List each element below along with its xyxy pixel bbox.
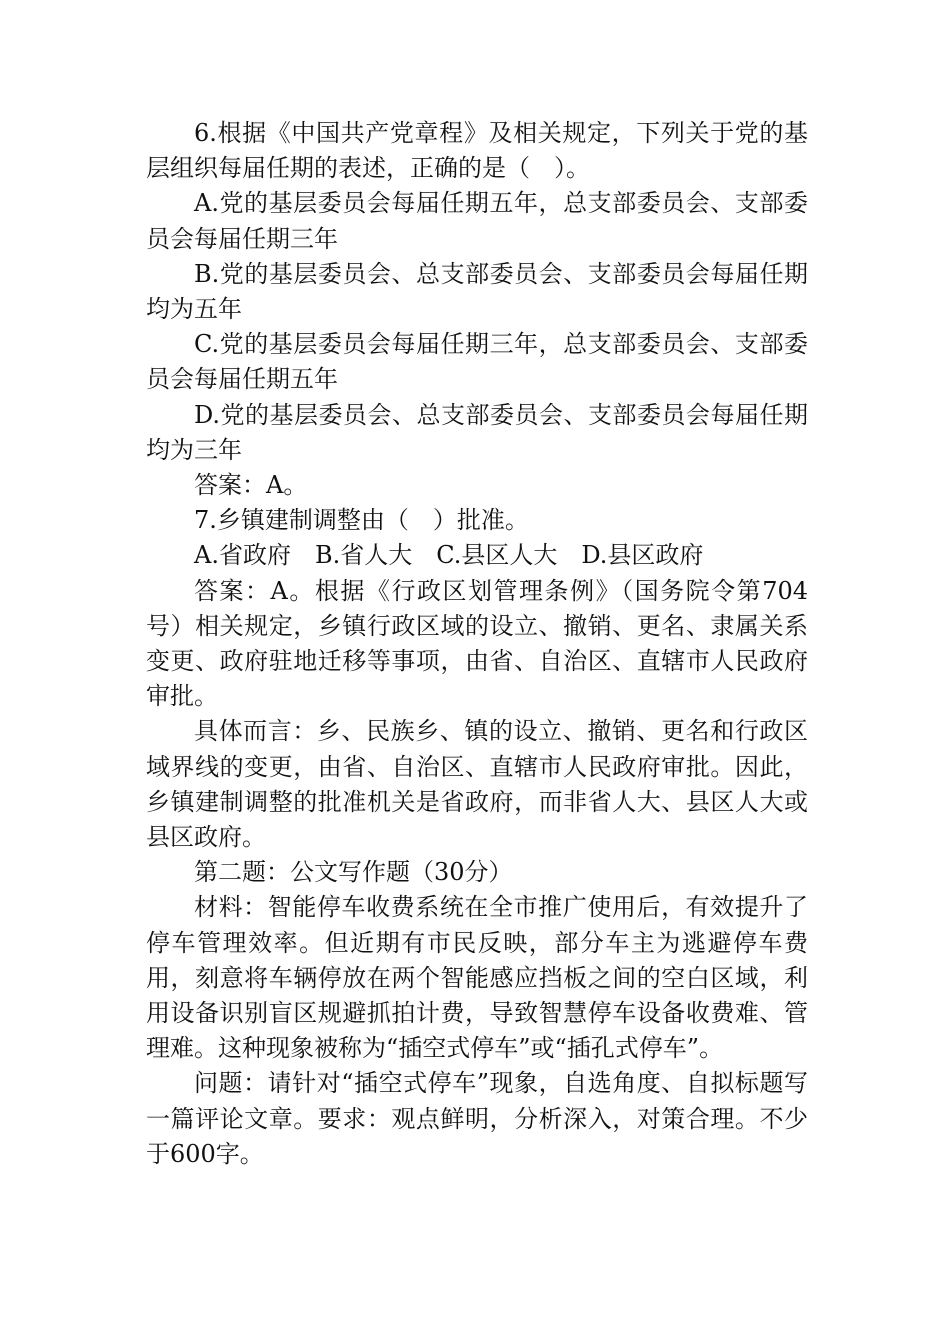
question-6-option-a: A.党的基层委员会每届任期五年，总支部委员会、支部委员会每届任期三年	[146, 189, 808, 253]
question-6-answer: 答案：A。	[194, 471, 308, 500]
document-page	[146, 116, 808, 1172]
question-6-option-c: C.党的基层委员会每届任期三年，总支部委员会、支部委员会每届任期五年	[146, 330, 808, 394]
question-7-options: A.省政府 B.省人大 C.县区人大 D.县区政府	[194, 541, 704, 570]
question-6-option-b: B.党的基层委员会、总支部委员会、支部委员会每届任期均为五年	[146, 259, 808, 324]
question-6-option-d: D.党的基层委员会、总支部委员会、支部委员会每届任期均为三年	[146, 400, 808, 464]
section-2-material: 材料：智能停车收费系统在全市推广使用后，有效提升了停车管理效率。但近期有市民反映，部分车主为逃避停车费用，刻意将车辆停放在两个智能感应挡板之间的空白区域，利用设备识别盲区规避抓拍计费，导致智慧停车设备收费难、管理难。这种现象被称为“插空式停车”或“插孔式停车”。	[146, 893, 808, 1063]
question-7-explanation: 具体而言：乡、民族乡、镇的设立、撤销、更名和行政区域界线的变更，由省、自治区、直辖市人民政府审批。因此，乡镇建制调整的批准机关是省政府，而非省人大、县区人大或县区政府。	[146, 717, 808, 852]
section-2-heading: 第二题：公文写作题（30分）	[194, 858, 513, 887]
question-6-stem: 6.根据《中国共产党章程》及相关规定，下列关于党的基层组织每届任期的表述，正确的是（ ）。	[146, 119, 808, 183]
question-7-answer: 答案：A。根据《行政区划管理条例》（国务院令第704号）相关规定，乡镇行政区域的设立、撤销、更名、隶属关系变更、政府驻地迁移等事项，由省、自治区、直辖市人民政府审批。	[146, 576, 808, 711]
question-7-stem: 7.乡镇建制调整由（ ）批准。	[194, 506, 529, 535]
section-2-question: 问题：请针对“插空式停车”现象，自选角度、自拟标题写一篇评论文章。要求：观点鲜明，分析深入，对策合理。不少于600字。	[146, 1069, 808, 1168]
